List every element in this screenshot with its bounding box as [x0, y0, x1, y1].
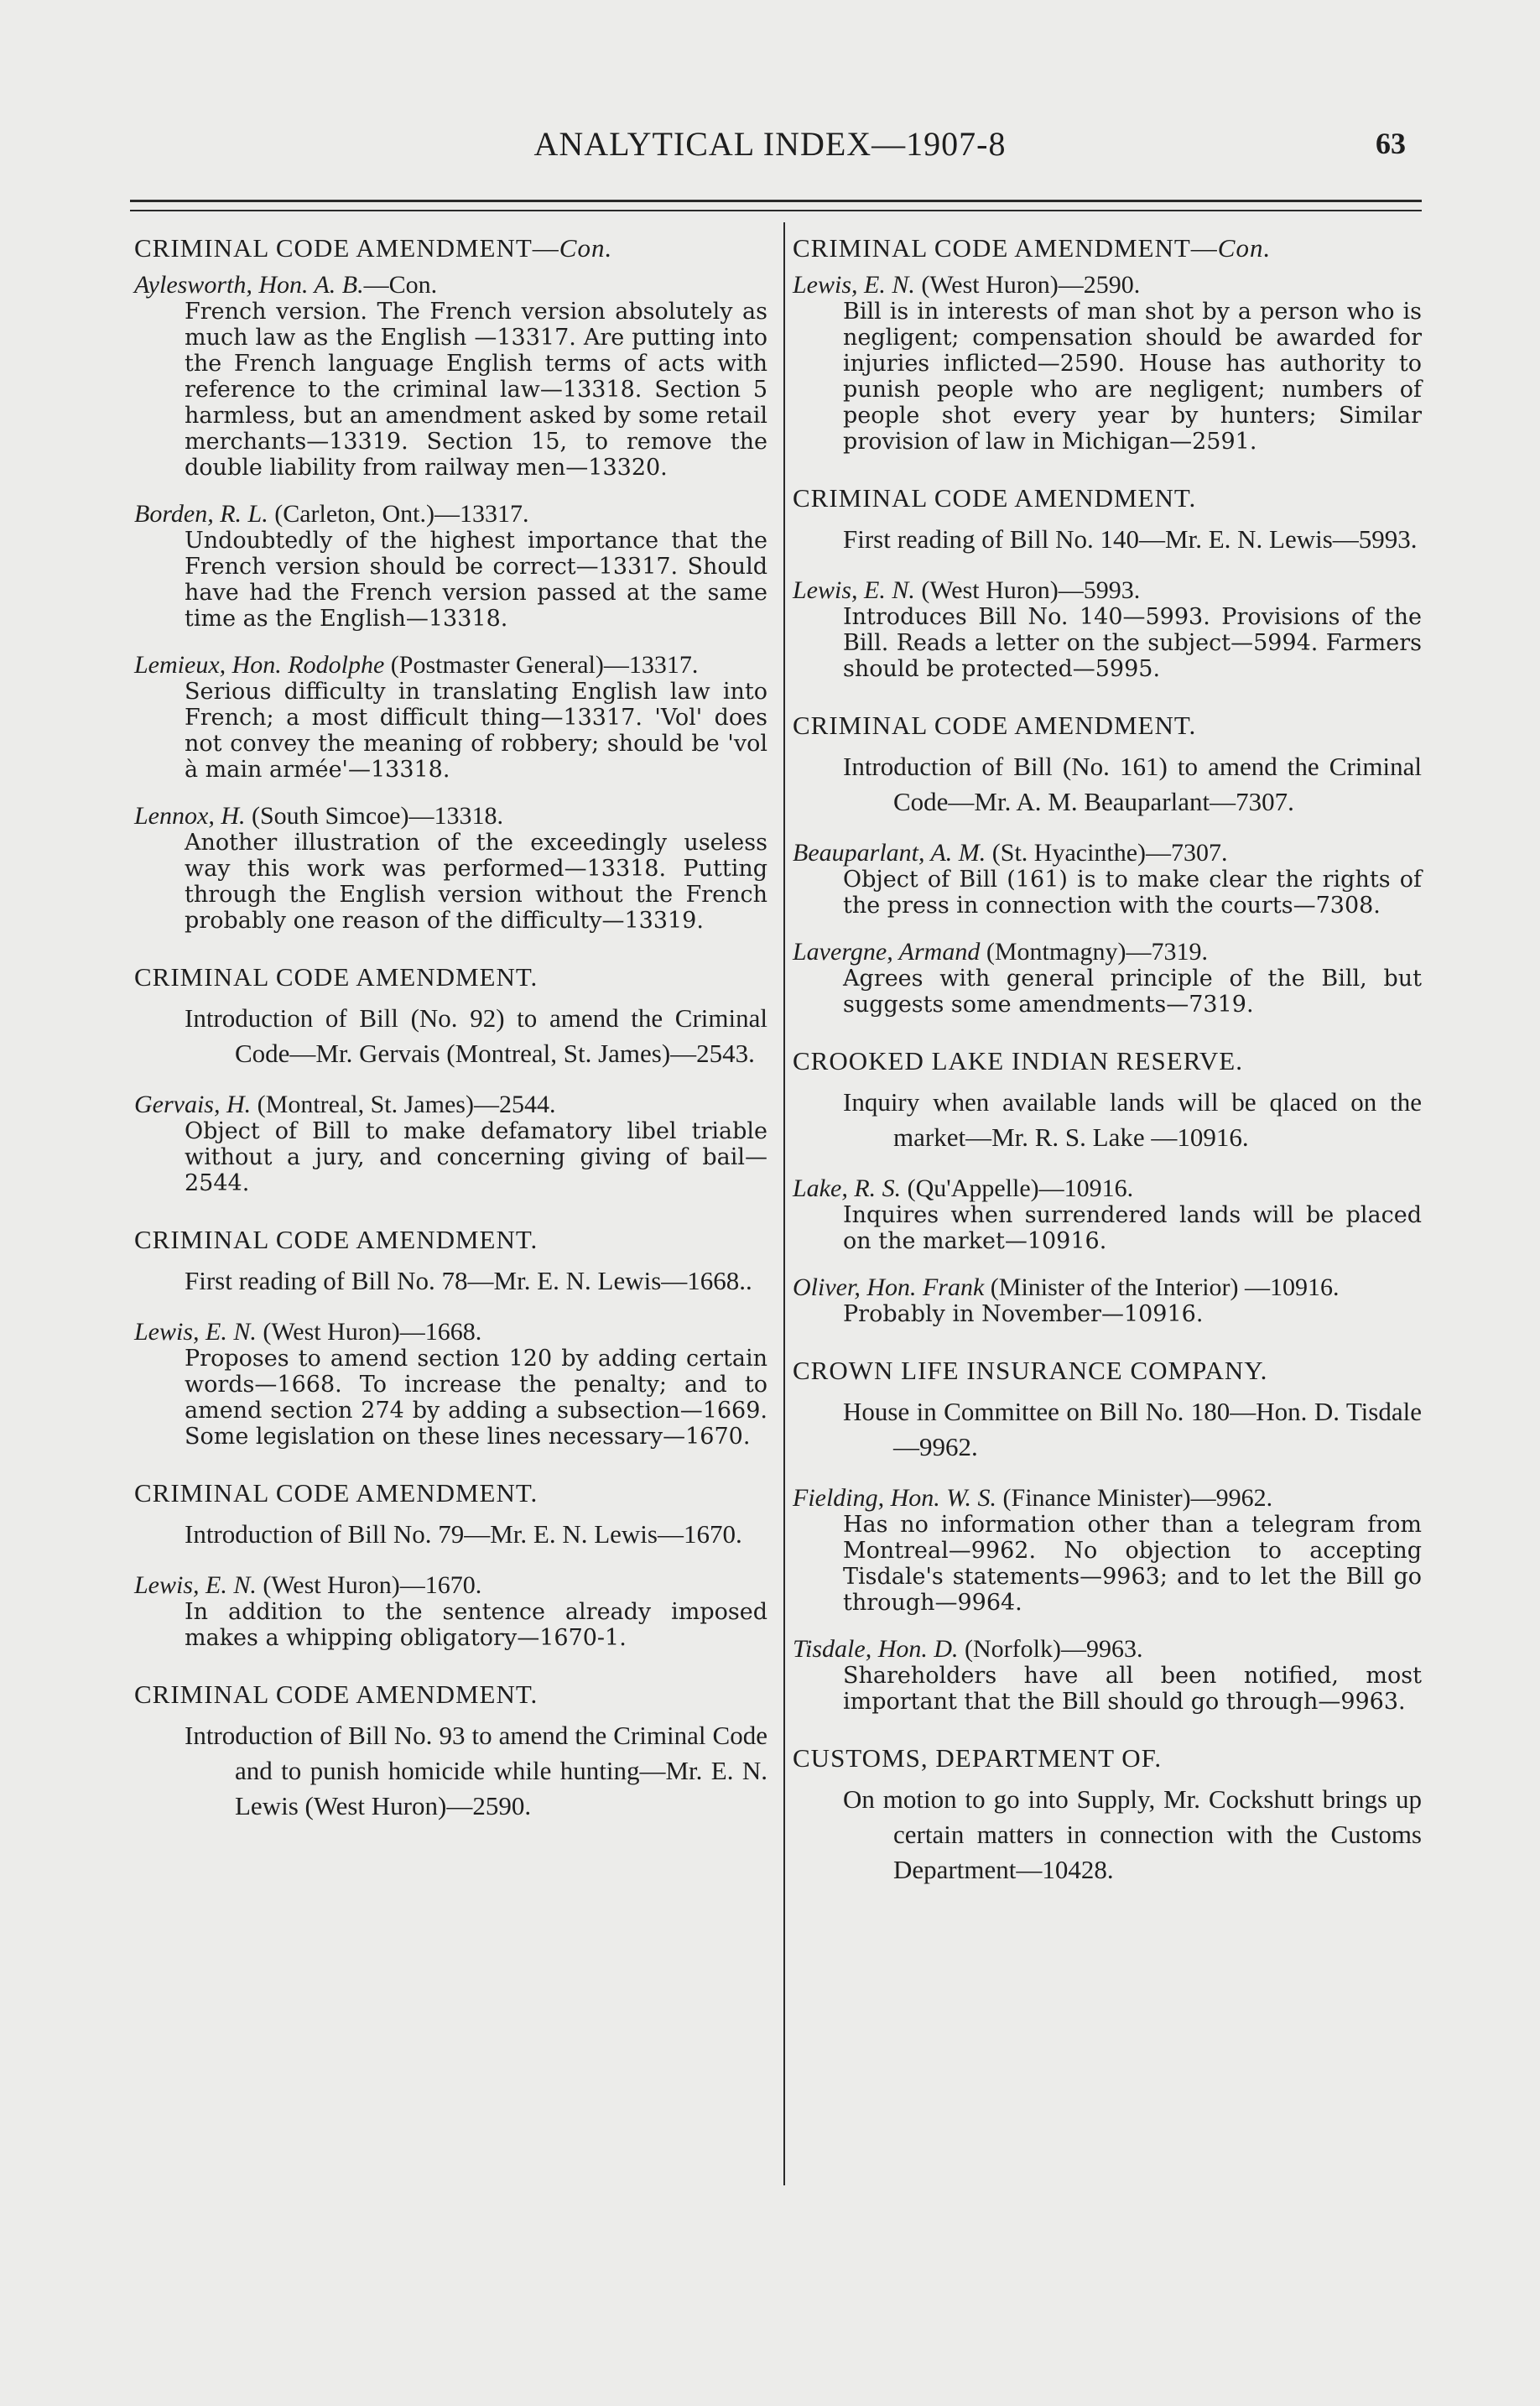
- speaker-name: Lavergne, Armand: [793, 938, 981, 966]
- left-column: [134, 235, 767, 1824]
- speaker-name: Lennox, H.: [134, 802, 246, 830]
- speaker-entry: [134, 1091, 767, 1118]
- speaker-affiliation: (Minister of the Interior) —10916.: [984, 1273, 1340, 1301]
- entry-summary: Agrees with general principle of the Bill, but suggests some amendments—7319.: [843, 966, 1422, 1018]
- heading-text: CRIMINAL CODE AMENDMENT.: [793, 711, 1197, 740]
- speaker-affiliation: (Norfolk)—9963.: [958, 1635, 1143, 1663]
- entry-summary: Serious difficulty in translating English law into French; a most difficult thing—13317. 'Vol' does not convey the meaning of robbery; should be 'vol à main armée'—13318.: [185, 679, 767, 783]
- entry-summary: Introduces Bill No. 140—5993. Provisions of the Bill. Reads a letter on the subject—5994. Farmers should be protected—5995.: [843, 604, 1422, 682]
- speaker-entry: [134, 1572, 767, 1599]
- heading-text: CRIMINAL CODE AMENDMENT.: [134, 1478, 538, 1508]
- entry-summary: Proposes to amend section 120 by adding certain words—1668. To increase the penalty; and to amend section 274 by adding a subsection—1669. Some legislation on these lines necessary—1670.: [185, 1346, 767, 1450]
- speaker-affiliation: (West Huron)—1668.: [256, 1318, 482, 1346]
- index-heading: [793, 1048, 1422, 1075]
- heading-text: CRIMINAL CODE AMENDMENT.: [793, 483, 1197, 513]
- speaker-entry: [793, 1274, 1422, 1301]
- heading-continued: Con.: [1217, 233, 1272, 263]
- speaker-affiliation: (West Huron)—1670.: [256, 1571, 482, 1599]
- heading-text: CRIMINAL CODE AMENDMENT—: [793, 233, 1218, 263]
- index-heading: [134, 964, 767, 991]
- speaker-name: Gervais, H.: [134, 1091, 252, 1118]
- entry-summary: Another illustration of the exceedingly useless way this work was performed—13318. Putting through the English version without the French probably one reason of the difficulty—13319.: [185, 830, 767, 934]
- index-heading: [793, 1357, 1422, 1384]
- speaker-entry: [134, 1319, 767, 1346]
- header-rule: [130, 200, 1422, 202]
- speaker-affiliation: (Montmagny)—7319.: [980, 938, 1208, 966]
- bill-introduction: Introduction of Bill (No. 161) to amend the Criminal Code—Mr. A. M. Beauparlant—7307.: [843, 752, 1422, 816]
- heading-continued: Con.: [559, 233, 613, 263]
- speaker-affiliation: (Carleton, Ont.)—13317.: [268, 500, 529, 528]
- page-header: [0, 124, 1540, 174]
- speaker-entry: [793, 577, 1422, 604]
- speaker-name: Lewis, E. N.: [793, 576, 915, 604]
- speaker-entry: [793, 1485, 1422, 1512]
- heading-text: CRIMINAL CODE AMENDMENT—: [134, 233, 559, 263]
- entry-summary: In addition to the sentence already imposed makes a whipping obligatory—1670-1.: [185, 1599, 767, 1651]
- column-divider: [783, 222, 785, 2185]
- heading-text: CROWN LIFE INSURANCE COMPANY.: [793, 1356, 1268, 1385]
- bill-introduction: First reading of Bill No. 140—Mr. E. N. Lewis—5993.: [843, 524, 1418, 554]
- index-heading: [134, 1480, 767, 1507]
- speaker-affiliation: (Qu'Appelle)—10916.: [901, 1174, 1134, 1202]
- speaker-entry: [134, 272, 767, 299]
- bill-introduction: First reading of Bill No. 78—Mr. E. N. Lewis—1668..: [185, 1266, 752, 1295]
- index-heading: [793, 1745, 1422, 1772]
- index-heading: [134, 235, 767, 262]
- speaker-name: Lewis, E. N.: [134, 1571, 257, 1599]
- speaker-entry: [793, 1175, 1422, 1202]
- speaker-name: Fielding, Hon. W. S.: [793, 1484, 997, 1512]
- speaker-name: Beauparlant, A. M.: [793, 839, 986, 867]
- speaker-entry: [793, 1636, 1422, 1663]
- heading-text: CRIMINAL CODE AMENDMENT.: [134, 962, 538, 992]
- speaker-affiliation: (West Huron)—2590.: [914, 271, 1141, 299]
- running-title: ANALYTICAL INDEX—1907-8: [533, 125, 1007, 163]
- entry-summary: Bill is in interests of man shot by a person who is negligent; compensation should be awarded for injuries inflicted—2590. House has authority to punish people who are negligent; numbers of people shot every year by hunters; Similar provision of law in Michigan—2591.: [843, 299, 1422, 455]
- right-column: [793, 235, 1422, 1888]
- entry-summary: French version. The French version absolutely as much law as the English —13317. Are putting into the French language English terms of acts with reference to the criminal law—13318. Section 5 harmless, but an amendment asked by some retail merchants—13319. Section 15, to remove the double liability from railway men—13320.: [185, 299, 767, 481]
- speaker-name: Lewis, E. N.: [134, 1318, 257, 1346]
- speaker-name: Tisdale, Hon. D.: [793, 1635, 959, 1663]
- bill-introduction: Introduction of Bill No. 93 to amend the Criminal Code and to punish homicide while hunting—Mr. E. N. Lewis (West Huron)—2590.: [185, 1721, 767, 1820]
- entry-summary: Inquires when surrendered lands will be placed on the market—10916.: [843, 1202, 1422, 1254]
- entry-summary: Undoubtedly of the highest importance that the French version should be correct—13317. Should have had the French version passed at the same time as the English—13318.: [185, 528, 767, 632]
- speaker-entry: [134, 501, 767, 528]
- speaker-entry: [134, 803, 767, 830]
- index-heading: [793, 485, 1422, 512]
- index-heading: [134, 1681, 767, 1708]
- heading-text: CRIMINAL CODE AMENDMENT.: [134, 1680, 538, 1709]
- page-number: 63: [1376, 127, 1406, 160]
- speaker-affiliation: (West Huron)—5993.: [914, 576, 1141, 604]
- entry-summary: Has no information other than a telegram from Montreal—9962. No objection to accepting Tisdale's statements—9963; and to let the Bill go through—9964.: [843, 1512, 1422, 1616]
- index-heading: [134, 1226, 767, 1253]
- speaker-affiliation: (South Simcoe)—13318.: [245, 802, 503, 830]
- heading-text: CROOKED LAKE INDIAN RESERVE.: [793, 1046, 1243, 1075]
- heading-text: CUSTOMS, DEPARTMENT OF.: [793, 1743, 1163, 1773]
- index-heading: [793, 712, 1422, 739]
- entry-summary: Shareholders have all been notified, most important that the Bill should go through—9963.: [843, 1663, 1422, 1715]
- entry-summary: Object of Bill to make defamatory libel triable without a jury, and concerning giving of bail—2544.: [185, 1118, 767, 1196]
- bill-introduction: House in Committee on Bill No. 180—Hon. D. Tisdale—9962.: [843, 1397, 1422, 1461]
- index-heading: [793, 235, 1422, 262]
- speaker-name: Aylesworth, Hon. A. B.: [134, 271, 364, 299]
- speaker-name: Oliver, Hon. Frank: [793, 1273, 985, 1301]
- speaker-affiliation: —Con.: [363, 271, 438, 299]
- speaker-affiliation: (Montreal, St. James)—2544.: [251, 1091, 556, 1118]
- speaker-name: Lake, R. S.: [793, 1174, 902, 1202]
- speaker-affiliation: (St. Hyacinthe)—7307.: [986, 839, 1228, 867]
- entry-summary: Probably in November—10916.: [843, 1301, 1204, 1327]
- speaker-entry: [793, 840, 1422, 867]
- bill-introduction: On motion to go into Supply, Mr. Cockshutt brings up certain matters in connection with the Customs Department—10428.: [843, 1784, 1422, 1884]
- speaker-affiliation: (Postmaster General)—13317.: [384, 651, 699, 679]
- bill-introduction: Inquiry when available lands will be qlaced on the market—Mr. R. S. Lake —10916.: [843, 1087, 1422, 1152]
- speaker-name: Borden, R. L.: [134, 500, 268, 528]
- entry-summary: Object of Bill (161) is to make clear the rights of the press in connection with the courts—7308.: [843, 867, 1422, 919]
- speaker-name: Lewis, E. N.: [793, 271, 915, 299]
- speaker-entry: [793, 272, 1422, 299]
- bill-introduction: Introduction of Bill (No. 92) to amend the Criminal Code—Mr. Gervais (Montreal, St. James)—2543.: [185, 1003, 767, 1068]
- speaker-name: Lemieux, Hon. Rodolphe: [134, 651, 385, 679]
- bill-introduction: Introduction of Bill No. 79—Mr. E. N. Lewis—1670.: [185, 1519, 742, 1549]
- speaker-affiliation: (Finance Minister)—9962.: [996, 1484, 1273, 1512]
- header-rule-secondary: [130, 210, 1422, 211]
- speaker-entry: [134, 652, 767, 679]
- heading-text: CRIMINAL CODE AMENDMENT.: [134, 1225, 538, 1254]
- speaker-entry: [793, 939, 1422, 966]
